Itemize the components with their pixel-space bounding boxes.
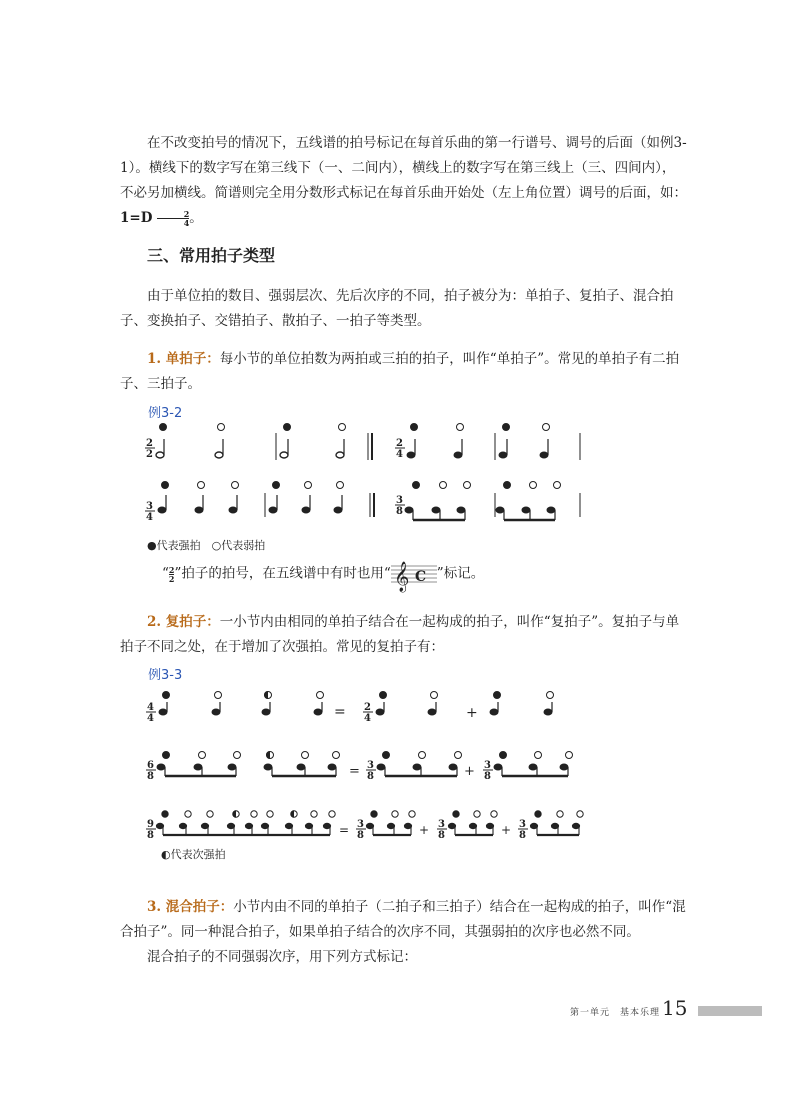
weak-beat-marker bbox=[554, 482, 561, 489]
svg-text:4: 4 bbox=[147, 702, 154, 713]
strong-beat-marker bbox=[273, 482, 280, 489]
jianpu-fraction: $\frac{2}{4}$ bbox=[157, 210, 190, 227]
strong-beat-marker bbox=[371, 811, 377, 817]
strong-beat-marker bbox=[503, 424, 510, 431]
svg-text:8: 8 bbox=[396, 506, 403, 517]
footer-chapter: 第一单元 基本乐理 bbox=[570, 1008, 661, 1018]
eighth-note-group bbox=[264, 764, 336, 776]
svg-text:8: 8 bbox=[357, 830, 364, 841]
strong-beat-marker bbox=[162, 811, 168, 817]
plus-sign: + bbox=[501, 823, 512, 837]
weak-beat-marker bbox=[474, 811, 480, 817]
quarter-note bbox=[454, 439, 462, 458]
weak-beat-marker bbox=[566, 752, 573, 759]
weak-beat-marker bbox=[333, 752, 340, 759]
svg-text:2: 2 bbox=[396, 438, 403, 449]
example-3-3-notation bbox=[0, 680, 800, 870]
svg-text:3: 3 bbox=[357, 819, 364, 830]
svg-text:2: 2 bbox=[146, 438, 153, 449]
treble-clef-common-time-icon bbox=[391, 560, 437, 592]
mixed-meter-paragraph-2: 混合拍子的不同强弱次序，用下列方式标记： bbox=[147, 949, 417, 965]
plus-sign: + bbox=[466, 705, 478, 721]
strong-beat-marker bbox=[163, 752, 170, 759]
ts-3-8 bbox=[483, 760, 493, 782]
quarter-note bbox=[376, 702, 384, 715]
eighth-note-group bbox=[496, 507, 555, 520]
example-3-2-label: 例3-2 bbox=[148, 406, 183, 421]
strong-beat-marker bbox=[411, 424, 418, 431]
weak-beat-marker bbox=[431, 692, 438, 699]
intro-text: 在不改变拍号的情况下，五线谱的拍号标记在每首乐曲的第一行谱号、调号的后面（如例3-1）。横线下的数字写在第三线下（一、二间内），横线上的数字写在第三线上（三、四间内），不必另加横线。简谱则完全用分数形式标记在每首乐曲开始处（左上角位置）调号的后面，如： bbox=[120, 135, 687, 201]
svg-text:3: 3 bbox=[146, 501, 153, 512]
weak-beat-marker bbox=[305, 482, 312, 489]
eighth-note-group bbox=[366, 823, 411, 835]
weak-beat-marker bbox=[409, 811, 415, 817]
page-number: 15 bbox=[662, 996, 688, 1020]
half-note bbox=[215, 439, 223, 458]
equals-sign: = bbox=[334, 704, 346, 720]
weak-beat-marker bbox=[337, 482, 344, 489]
svg-text:8: 8 bbox=[438, 830, 445, 841]
weak-beat-marker bbox=[234, 752, 241, 759]
ts-2-2 bbox=[145, 438, 155, 460]
eighth-note-group bbox=[157, 764, 236, 776]
quarter-note bbox=[212, 702, 220, 715]
quarter-note bbox=[499, 439, 507, 458]
mixed-meter-paragraph bbox=[120, 895, 688, 945]
eighth-note-group bbox=[377, 764, 457, 776]
weak-beat-marker bbox=[535, 752, 542, 759]
weak-beat-marker bbox=[557, 811, 563, 817]
weak-beat-marker bbox=[491, 811, 497, 817]
svg-text:8: 8 bbox=[519, 830, 526, 841]
svg-text:3: 3 bbox=[484, 760, 491, 771]
plus-sign: + bbox=[419, 823, 430, 837]
weak-beat-marker bbox=[317, 692, 324, 699]
quarter-note bbox=[269, 495, 277, 513]
eighth-note-group bbox=[530, 823, 579, 835]
svg-text:8: 8 bbox=[147, 830, 154, 841]
intro-paragraph: 在不改变拍号的情况下，五线谱的拍号标记在每首乐曲的第一行谱号、调号的后面（如例3-1）。横线下的数字写在第三线下（一、二间内），横线上的数字写在第三线上（三、四间内），不必另加横线。简谱则完全用分数形式标记在每首乐曲开始处（左上角位置）调号的后面，如：1=D $\frac{2}{4}$ 。 bbox=[120, 135, 687, 228]
example-3-2-notation bbox=[0, 415, 800, 545]
weak-beat-marker bbox=[311, 811, 317, 817]
equals-sign: = bbox=[349, 764, 360, 779]
strong-beat-marker bbox=[453, 811, 459, 817]
ts-3-8 bbox=[366, 760, 376, 782]
secondary-strong-beat-marker bbox=[267, 752, 274, 759]
ts-3-4 bbox=[145, 501, 155, 523]
svg-text:C: C bbox=[414, 569, 426, 585]
quarter-note bbox=[302, 495, 310, 513]
simple-meter-term: 1. 单拍子： bbox=[147, 351, 220, 367]
strong-beat-marker bbox=[500, 752, 507, 759]
svg-text:4: 4 bbox=[147, 713, 154, 724]
strong-weak-legend: ●代表强拍 ○代表弱拍 bbox=[147, 539, 266, 552]
weak-beat-marker bbox=[457, 424, 464, 431]
ts-2-4 bbox=[395, 438, 405, 460]
weak-beat-marker bbox=[464, 482, 471, 489]
weak-beat-marker bbox=[543, 424, 550, 431]
weak-beat-marker bbox=[207, 811, 213, 817]
weak-beat-marker bbox=[185, 811, 191, 817]
strong-beat-marker bbox=[504, 482, 511, 489]
quarter-note bbox=[334, 495, 342, 513]
svg-text:4: 4 bbox=[364, 713, 371, 724]
ts-3-8 bbox=[518, 819, 528, 841]
ts-3-8 bbox=[395, 495, 405, 517]
quarter-note bbox=[428, 702, 436, 715]
weak-beat-marker bbox=[530, 482, 537, 489]
svg-text:3: 3 bbox=[367, 760, 374, 771]
eighth-note-group bbox=[494, 764, 568, 776]
ts-2-4 bbox=[363, 702, 373, 724]
quarter-note bbox=[407, 439, 415, 458]
mixed-meter-text: 小节内由不同的单拍子（二拍子和三拍子）结合在一起构成的拍子，叫作“混合拍子”。同一种混合拍子，如果单拍子结合的次序不同，其强弱拍的次序也必然不同。 bbox=[120, 899, 686, 940]
secondary-strong-beat-marker bbox=[233, 811, 239, 817]
svg-text:3: 3 bbox=[396, 495, 403, 506]
svg-text:9: 9 bbox=[147, 819, 154, 830]
weak-beat-marker bbox=[302, 752, 309, 759]
weak-beat-marker bbox=[232, 482, 239, 489]
ts-9-8 bbox=[146, 819, 156, 841]
weak-beat-marker bbox=[455, 752, 462, 759]
strong-beat-marker bbox=[284, 424, 291, 431]
footer-bar bbox=[698, 1006, 762, 1016]
key-example: 1=D bbox=[120, 210, 153, 226]
strong-beat-marker bbox=[162, 482, 169, 489]
weak-beat-marker bbox=[392, 811, 398, 817]
svg-text:8: 8 bbox=[484, 771, 491, 782]
eighth-note-group bbox=[405, 507, 465, 520]
weak-beat-marker bbox=[339, 424, 346, 431]
equals-sign: = bbox=[339, 823, 350, 837]
compound-meter-paragraph bbox=[120, 610, 688, 660]
half-note bbox=[156, 439, 164, 458]
weak-beat-marker bbox=[251, 811, 257, 817]
weak-beat-marker bbox=[440, 482, 447, 489]
svg-text:3: 3 bbox=[438, 819, 445, 830]
svg-text:4: 4 bbox=[146, 512, 153, 523]
svg-text:8: 8 bbox=[147, 771, 154, 782]
ts-3-8 bbox=[356, 819, 366, 841]
quarter-note bbox=[262, 702, 270, 715]
weak-beat-marker bbox=[199, 752, 206, 759]
svg-text:2: 2 bbox=[364, 702, 371, 713]
weak-beat-marker bbox=[329, 811, 335, 817]
strong-beat-marker bbox=[160, 424, 167, 431]
secondary-strong-legend: ◐代表次强拍 bbox=[161, 848, 226, 861]
quarter-note bbox=[540, 439, 548, 458]
half-note bbox=[280, 439, 288, 458]
two-two-fraction: $\frac{2}{2}$ bbox=[168, 564, 175, 584]
strong-beat-marker bbox=[383, 752, 390, 759]
quarter-note bbox=[490, 702, 498, 715]
weak-beat-marker bbox=[215, 692, 222, 699]
weak-beat-marker bbox=[577, 811, 583, 817]
strong-beat-marker bbox=[163, 692, 170, 699]
svg-text:8: 8 bbox=[367, 771, 374, 782]
svg-text:4: 4 bbox=[396, 449, 403, 460]
svg-text:3: 3 bbox=[519, 819, 526, 830]
compound-meter-term: 2. 复拍子： bbox=[147, 614, 220, 630]
weak-beat-marker bbox=[547, 692, 554, 699]
svg-text:6: 6 bbox=[147, 760, 154, 771]
example-3-3-label: 例3-3 bbox=[148, 668, 183, 683]
strong-beat-marker bbox=[380, 692, 387, 699]
eighth-note-group bbox=[448, 823, 493, 835]
quarter-note bbox=[195, 495, 203, 513]
quarter-note bbox=[229, 495, 237, 513]
quarter-note bbox=[314, 702, 322, 715]
plus-sign: + bbox=[464, 764, 475, 779]
simple-meter-text: 每小节的单位拍数为两拍或三拍的拍子，叫作“单拍子”。常见的单拍子有二拍子、三拍子。 bbox=[120, 351, 680, 392]
common-time-note: “ $\frac{2}{2}$ ”拍子的拍号，在五线谱中有时也用“ 𝄞 C ”标记。 bbox=[162, 562, 485, 592]
secondary-strong-beat-marker bbox=[265, 692, 272, 699]
eighth-note-group bbox=[156, 823, 330, 835]
types-paragraph: 由于单位拍的数目、强弱层次、先后次序的不同，拍子被分为：单拍子、复拍子、混合拍子、变换拍子、交错拍子、散拍子、一拍子等类型。 bbox=[120, 288, 674, 329]
weak-beat-marker bbox=[419, 752, 426, 759]
ts-4-4 bbox=[146, 702, 156, 724]
weak-beat-marker bbox=[218, 424, 225, 431]
compound-meter-text: 一小节内由相同的单拍子结合在一起构成的拍子，叫作“复拍子”。复拍子与单拍子不同之处，在于增加了次强拍。常见的复拍子有： bbox=[120, 614, 680, 655]
quarter-note bbox=[544, 702, 552, 715]
quarter-note bbox=[158, 495, 166, 513]
weak-beat-marker bbox=[267, 811, 273, 817]
simple-meter-paragraph bbox=[120, 347, 688, 397]
svg-text:2: 2 bbox=[146, 449, 153, 460]
half-note bbox=[336, 439, 344, 458]
quarter-note bbox=[159, 702, 167, 715]
ts-3-8 bbox=[437, 819, 447, 841]
weak-beat-marker bbox=[198, 482, 205, 489]
strong-beat-marker bbox=[535, 811, 541, 817]
ts-6-8 bbox=[146, 760, 156, 782]
strong-beat-marker bbox=[494, 692, 501, 699]
mixed-meter-term: 3. 混合拍子： bbox=[147, 899, 234, 915]
section-title: 三、常用拍子类型 bbox=[147, 246, 276, 265]
svg-text:𝄞: 𝄞 bbox=[393, 562, 410, 592]
strong-beat-marker bbox=[413, 482, 420, 489]
secondary-strong-beat-marker bbox=[291, 811, 297, 817]
